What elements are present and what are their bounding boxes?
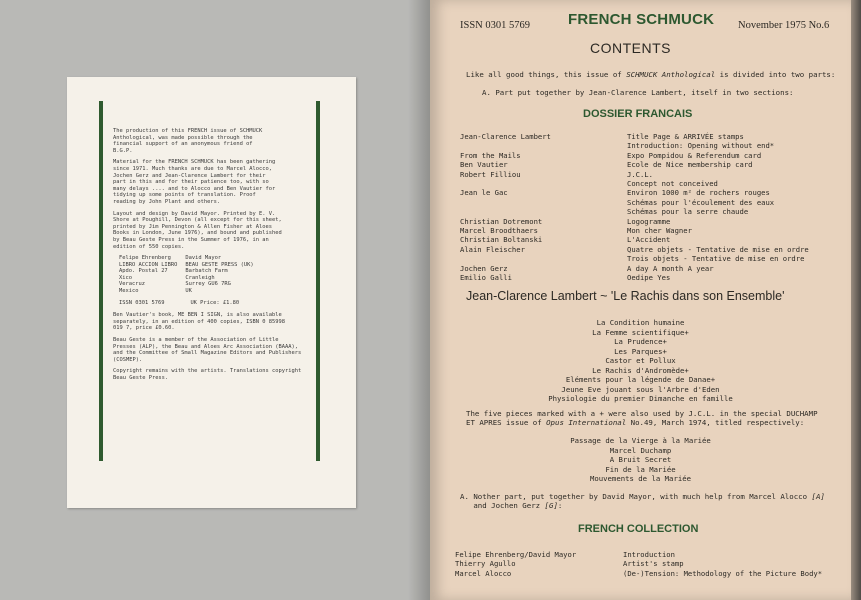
contributor: Ben Vautier (460, 160, 508, 170)
part-b-line (460, 492, 830, 511)
contributor: Jochen Gerz (460, 263, 508, 273)
list-item: La Condition humaine (596, 318, 685, 327)
left-page (0, 0, 430, 600)
magazine-title: FRENCH SCHMUCK (568, 11, 715, 28)
list-item (460, 264, 840, 273)
collection-list (455, 550, 845, 578)
list-item (455, 550, 845, 559)
list-item (460, 151, 840, 160)
list-item: A Bruit Secret (609, 455, 672, 464)
work-title: Schémas pour l'écoulement des eaux (627, 197, 775, 207)
list-item: Eléments pour la légende de Danae+ (565, 375, 716, 384)
list-item (455, 559, 845, 568)
insert-issn: ISSN 0301 5769 (119, 299, 165, 306)
intro-line (466, 70, 835, 79)
contributor: Christian Boltanski (460, 235, 543, 245)
colophon-insert-sheet (67, 77, 356, 508)
note-text: : (557, 501, 563, 511)
list-item: Passage de la Vierge à la Mariée (570, 436, 711, 445)
duchamp-list (430, 436, 851, 484)
contributor (460, 141, 627, 150)
intro-text: Like all good things, this issue of (466, 70, 627, 79)
list-item: Castor et Pollux (605, 356, 676, 365)
list-item (460, 273, 840, 282)
contributor: From the Mails (460, 150, 521, 160)
work-title: Introduction (623, 550, 675, 559)
contributor (460, 198, 627, 207)
address-block (119, 255, 313, 295)
header-issn: ISSN 0301 5769 (460, 20, 531, 31)
work-title: (De-)Tension: Methodology of the Picture Body* (623, 568, 823, 578)
rachis-list (430, 318, 851, 404)
work-title: Mon cher Wagner (627, 226, 692, 236)
list-item (460, 179, 840, 188)
header-date: November 1975 No.6 (738, 20, 830, 31)
list-item (460, 245, 840, 254)
work-title: A day A month A year (627, 263, 714, 273)
list-item (460, 198, 840, 207)
page-edge (851, 0, 861, 600)
work-title: Artist's stamp (623, 559, 684, 569)
gutter-shadow (408, 0, 430, 600)
contributor (460, 179, 627, 188)
dossier-list (460, 132, 840, 283)
green-rule-left (99, 101, 103, 461)
list-item: Les Parques+ (614, 346, 667, 356)
work-title: Title Page & ARRIVÉE stamps (627, 132, 744, 141)
work-title: J.C.L. (627, 169, 653, 179)
french-collection-heading: FRENCH COLLECTION (578, 523, 699, 535)
contributor: Jean le Gac (460, 188, 508, 198)
note-line (460, 501, 830, 510)
colophon-paragraph: Copyright remains with the artists. Translations copyright Beau Geste Press. (113, 368, 302, 381)
contributor: Felipe Ehrenberg/David Mayor (455, 550, 577, 559)
list-item: Le Rachis d'Andromède+ (592, 365, 689, 375)
list-item (460, 226, 840, 235)
issn-price-row (119, 300, 313, 307)
colophon-paragraph: The production of this FRENCH issue of SCHMUCK Anthological, was made possible through the financial support of an anonymous friend of B.G.P. (113, 128, 263, 154)
list-item: La Femme scientifique+ (592, 327, 689, 337)
note-line (460, 492, 830, 501)
contributor: Thierry Agullo (455, 559, 516, 569)
list-item: Physiologie du premier Dimanche en famille (548, 394, 733, 403)
note-text: No.49, March 1974, titled respectively: (626, 418, 805, 428)
address-uk: David Mayor BEAU GESTE PRESS (UK) Barbatch Farm Cranleigh Surrey GU6 7RG UK (185, 255, 254, 295)
note-text: A. Nother part, put together by David Mayor, with much help from Marcel Alocco (460, 492, 812, 501)
work-title: Oedipe Yes (627, 273, 671, 283)
list-item: Marcel Duchamp (609, 445, 672, 455)
list-item (460, 160, 840, 169)
work-title: Quatre objets - Tentative de mise en ordre (627, 244, 809, 254)
list-item (460, 141, 840, 150)
contributor: Robert Filliou (460, 169, 521, 179)
contributor (460, 254, 627, 263)
insert-price: UK Price: £1.80 (190, 299, 240, 306)
colophon-paragraph: Material for the FRENCH SCHMUCK has been gathering since 1971. Much thanks are due to Marcel Alocco, Jochen Gerz and Jean-Clarence Lambert for their part in this and for their patience too, with so many delays .... and to Alocco and Ben Vautier for tidying up some points of translation. Proof reading by John Plant and others. (113, 159, 276, 205)
note-publication: Opus International (546, 418, 627, 428)
note-line: The five pieces marked with a + were also used by J.C.L. in the special DUCHAMP (466, 409, 818, 418)
work-title: L'Accident (627, 235, 671, 245)
contributor: Alain Fleischer (460, 244, 525, 254)
note-text: and Jochen Gerz (460, 501, 545, 511)
contributor (460, 207, 627, 216)
intro-title: SCHMUCK Anthological (626, 70, 716, 79)
lambert-section-heading: Jean-Clarence Lambert ~ 'Le Rachis dans son Ensemble' (466, 289, 785, 303)
list-item (460, 132, 840, 141)
work-title: Expo Pompidou & Referendum card (627, 150, 762, 160)
list-item: Fin de la Mariée (605, 464, 676, 474)
note-marker: [A] (811, 492, 825, 501)
work-title: Schémas pour la serre chaude (627, 207, 749, 217)
list-item (460, 170, 840, 179)
duchamp-note (466, 409, 836, 428)
dossier-francais-heading: DOSSIER FRANCAIS (583, 108, 693, 120)
list-item: Mouvements de la Mariée (589, 474, 692, 483)
colophon-paragraph: Beau Geste is a member of the Association of Little Presses (ALP), the Beau and Aloes Arc Association (BAAA), and the Committee of Small Magazine Editors and Publishers (COSMEP). (113, 337, 302, 363)
colophon-text (113, 128, 313, 387)
work-title: Logogramme (627, 216, 671, 226)
list-item (460, 254, 840, 263)
contributor: Marcel Broodthaers (460, 226, 538, 236)
work-title: Concept not conceived (627, 179, 718, 189)
note-line (466, 418, 836, 427)
list-item (460, 235, 840, 244)
contributor: Emilio Galli (460, 273, 512, 283)
contributor: Christian Dotremont (460, 216, 543, 226)
note-text: ET APRES issue of (466, 418, 547, 428)
list-item: La Prudence+ (614, 337, 667, 346)
address-mexico: Felipe Ehrenberg LIBRO ACCION LIBRO Apdo. Postal 27 Xico Veracruz Mexico (119, 255, 178, 295)
contributor: Jean-Clarence Lambert (460, 132, 551, 141)
list-item (455, 569, 845, 578)
list-item (460, 207, 840, 216)
list-item (460, 188, 840, 197)
colophon-paragraph: Ben Vautier's book, ME BEN I SIGN, is also available separately, in an edition of 400 copies, ISBN 0 85998 019 7, price £0.60. (113, 312, 286, 332)
work-title: Ecole de Nice membership card (627, 160, 753, 170)
part-a-line: A. Part put together by Jean-Clarence Lambert, itself in two sections: (482, 88, 794, 97)
work-title: Trois objets - Tentative de mise en ordre (627, 254, 805, 264)
contents-heading: CONTENTS (590, 40, 671, 56)
note-marker: [G] (544, 501, 558, 511)
work-title: Environ 1000 m² de rochers rouges (627, 188, 770, 198)
list-item: Jeune Eve jouant sous l'Arbre d'Eden (561, 384, 720, 394)
list-item (460, 217, 840, 226)
contributor: Marcel Alocco (455, 568, 512, 578)
green-rule-right (316, 101, 320, 461)
work-title: Introduction: Opening without end* (627, 141, 775, 151)
intro-text: is divided into two parts: (715, 70, 836, 79)
colophon-paragraph: Layout and design by David Mayor. Printed by E. V. Shore at Poughill, Devon (all except for this sheet, printed by Jim Pennington & Allen Fisher at Aloes Books in London, June 1976), and bound and published by Beau Geste Press in the Summer of 1976, in an edition of 550 copies. (113, 210, 282, 250)
